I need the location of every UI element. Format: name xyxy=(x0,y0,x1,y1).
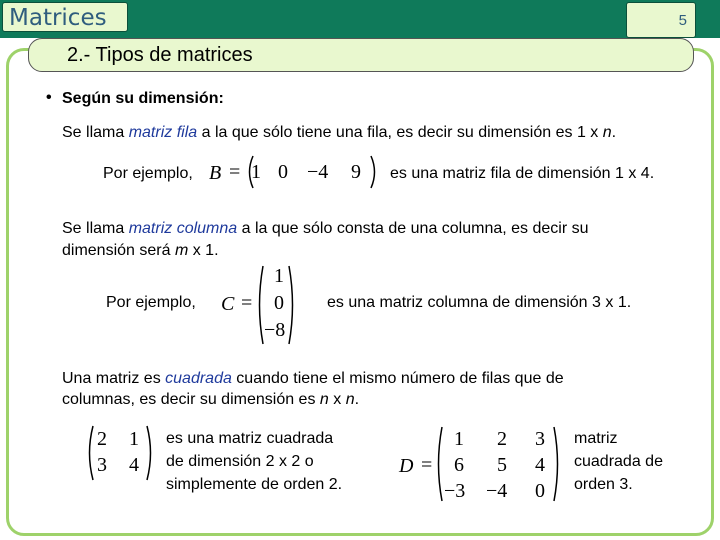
matrix-c-name: C xyxy=(221,293,235,315)
cuadrada-example2-desc: matriz xyxy=(574,430,618,447)
matrix-d-entry: −3 xyxy=(444,480,466,502)
cuadrada-example2-desc: cuadrada de xyxy=(574,453,663,470)
bullet-icon: • xyxy=(46,89,52,106)
columna-definition-line1: Se llama matriz columna a la que sólo consta de una columna, es decir su xyxy=(62,220,589,237)
matrix-2x2-entry: 2 xyxy=(97,428,107,450)
matrix-c-entry: 0 xyxy=(274,292,284,314)
matrix-d-entry: 2 xyxy=(497,428,507,450)
term-matriz-columna: matriz columna xyxy=(128,220,238,237)
matrix-d-entry: 0 xyxy=(535,480,545,502)
cuadrada-example1-desc: de dimensión 2 x 2 o xyxy=(166,453,314,470)
fila-example-desc: es una matriz fila de dimensión 1 x 4. xyxy=(390,165,655,182)
matrix-2x2-entry: 4 xyxy=(129,454,139,476)
matrix-b-equals: = xyxy=(229,161,241,183)
matrix-d-entry: −4 xyxy=(486,480,508,502)
matrix-b-entry: 0 xyxy=(278,161,288,183)
matrix-c-entry: −8 xyxy=(264,319,286,341)
matrix-2x2-entry: 3 xyxy=(97,454,107,476)
section-title: 2.- Tipos de matrices xyxy=(28,38,694,72)
cuadrada-example2-desc: orden 3. xyxy=(574,476,633,493)
term-matriz-fila: matriz fila xyxy=(128,124,198,141)
page-number: 5 xyxy=(626,2,696,38)
cuadrada-definition-line2: columnas, es decir su dimensión es n x n. xyxy=(62,391,360,408)
fila-example-label: Por ejemplo, xyxy=(103,165,193,182)
matrix-b-name: B xyxy=(209,162,222,184)
matrix-c-entry: 1 xyxy=(274,265,284,287)
matrix-b-entry: 9 xyxy=(351,161,361,183)
matrix-d-entry: 4 xyxy=(535,454,545,476)
columna-definition-line2: dimensión será m x 1. xyxy=(62,242,219,259)
matrix-d-entry: 3 xyxy=(535,428,545,450)
matrix-d-entry: 6 xyxy=(454,454,464,476)
app-title: Matrices xyxy=(2,2,128,32)
matrix-b-entry: −4 xyxy=(307,161,329,183)
matrix-d-entry: 5 xyxy=(497,454,507,476)
cuadrada-example1-desc: simplemente de orden 2. xyxy=(166,476,343,493)
fila-definition: Se llama matriz fila a la que sólo tiene una fila, es decir su dimensión es 1 x n. xyxy=(62,124,617,141)
columna-example-label: Por ejemplo, xyxy=(106,294,196,311)
cuadrada-definition-line1: Una matriz es cuadrada cuando tiene el mismo número de filas que de xyxy=(62,370,564,387)
cuadrada-example1-desc: es una matriz cuadrada xyxy=(166,430,334,447)
matrix-2x2-entry: 1 xyxy=(129,428,139,450)
subsection-title: Según su dimensión: xyxy=(62,90,224,107)
matrix-c-equals: = xyxy=(241,292,253,314)
matrix-d-name: D xyxy=(399,455,414,477)
columna-example-desc: es una matriz columna de dimensión 3 x 1. xyxy=(327,294,632,311)
term-cuadrada: cuadrada xyxy=(165,370,232,387)
matrix-d-equals: = xyxy=(421,454,433,476)
matrix-b-entry: 1 xyxy=(251,161,261,183)
matrix-d-entry: 1 xyxy=(454,428,464,450)
